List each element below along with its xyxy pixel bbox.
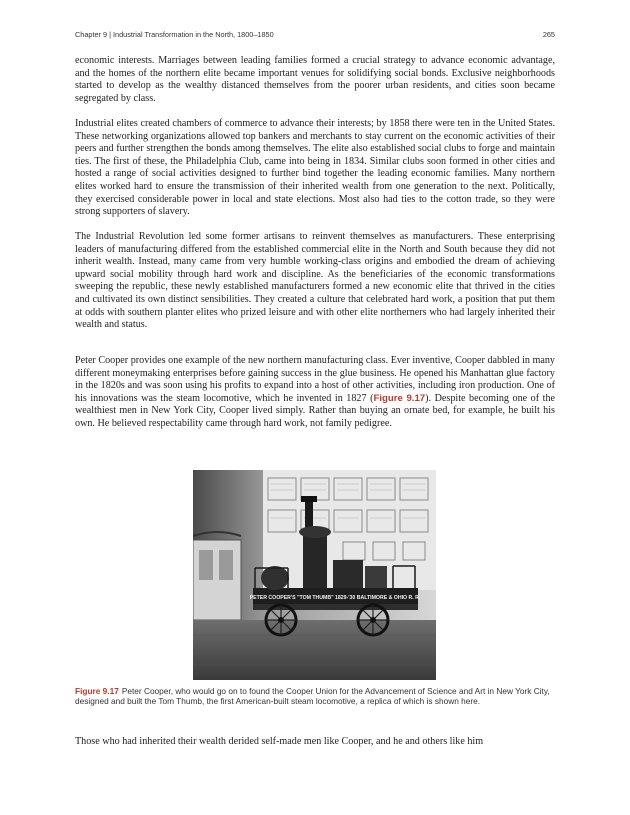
locomotive-sign-text: PETER COOPER'S "TOM THUMB" 1829-'30 BALTIMORE & OHIO R. R. [249, 595, 421, 601]
paragraph-industrial-revolution: The Industrial Revolution led some former artisans to reinvent themselves as manufacturers. These enterprising leaders of manufacturing differed from the established commercial elite in the North and South because they did not inherit wealth. Instead, many came from very humble working-class origins and embodied the dream of achieving upward social mobility through hard work and discipline. As the beneficiaries of the economic transformations sweeping the republic, these newly established manufacturers formed a new economic elite that thrived in the cities and cultivated its own distinct sensibilities. They created a culture that celebrated hard work, a position that put them at odds with southern planter elites who prized leisure and with other elite northerners who had largely inherited their wealth and status. [75, 231, 555, 331]
tom-thumb-locomotive-photo [193, 470, 436, 680]
chapter-title: Chapter 9 | Industrial Transformation in the North, 1800–1850 [75, 30, 274, 39]
paragraph-inherited-wealth: Those who had inherited their wealth derided self-made men like Cooper, and he and others like him [75, 736, 484, 747]
running-header [75, 30, 555, 42]
page-number: 265 [542, 30, 555, 39]
paragraph-text: Peter Cooper provides one example of the new northern manufacturing class. Ever inventive, Cooper dabbled in many different moneymaking enterprises before gaining success in the glue business. He opened his Manhattan glue factory in the 1820s and was soon using his profits to expand into a host of other activities, including iron production. One of his innovations was the steam locomotive, which he invented in 1827 ( [75, 355, 555, 404]
figure-label: Figure 9.17 [75, 686, 119, 696]
figure-caption [75, 686, 555, 707]
paragraph-peter-cooper [75, 355, 555, 431]
paragraph-text: ). Despite becoming one of the wealthiest men in New York City, Cooper lived simply. Rather than buying an ornate bed, for example, he built his own. He believed respectability came through hard work, not family pedigree. [75, 392, 556, 429]
paragraph-chambers-of-commerce: Industrial elites created chambers of commerce to advance their interests; by 1858 there were ten in the United States. These networking organizations allowed top bankers and merchants to stay current on the economic activities of their peers and further strengthen the bonds among themselves. The elite also established social clubs to forge and maintain ties. The first of these, the Philadelphia Club, came into being in 1834. Similar clubs soon formed in other cities and hosted a range of social activities designed to further bind together the leading economic families. Many northern elites worked hard to ensure the transmission of their inherited wealth from one generation to the next. Politically, they exercised considerable power in local and state elections. Most also had ties to the cotton trade, so they were strong supporters of slavery. [75, 118, 555, 218]
caption-text: Peter Cooper, who would go on to found the Cooper Union for the Advancement of Science and Art in New York City, designed and built the Tom Thumb, the first American-built steam locomotive, a replica of which is shown here. [75, 686, 550, 707]
paragraph-elite-interests: economic interests. Marriages between leading families formed a crucial strategy to advance economic advantage, and the homes of the northern elite became important venues for solidifying social bonds. Exclusive neighborhoods started to develop as the wealthy distanced themselves from the poorer urban residents, and cities soon became segregated by class. [75, 55, 555, 104]
figure-9-17-link[interactable]: Figure 9.17 [373, 392, 426, 404]
